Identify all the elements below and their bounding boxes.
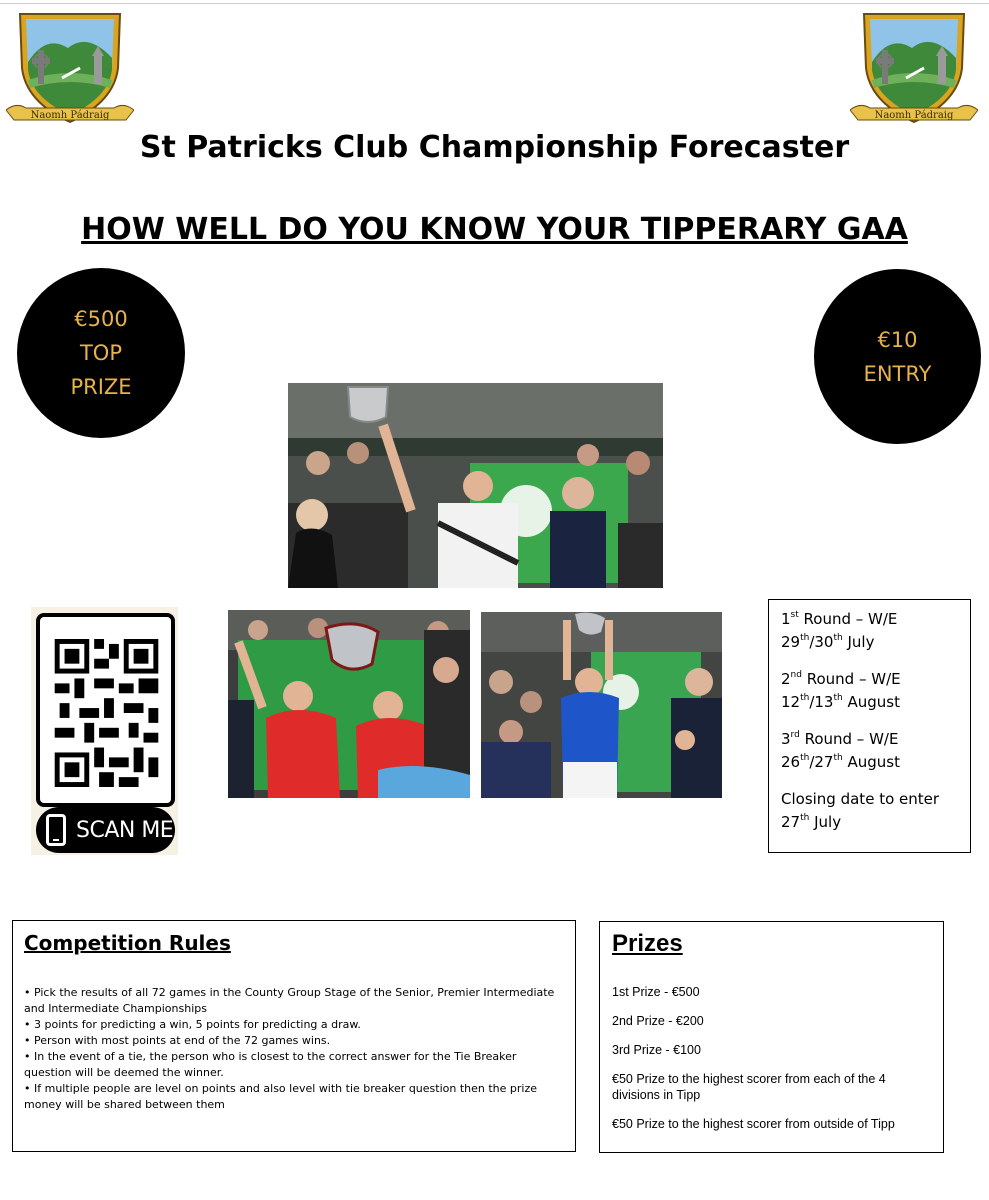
- scan-me-button[interactable]: [36, 807, 175, 853]
- prizes-box: [599, 921, 944, 1153]
- prize-item: 1st Prize - €500: [612, 985, 700, 999]
- qr-code-frame: [36, 613, 175, 807]
- round-2-dates: 2nd Round – W/E 12th/13th August: [781, 670, 901, 711]
- closing-date: Closing date to enter 27th July: [781, 790, 940, 831]
- competition-rules-box: [12, 920, 576, 1152]
- rule-item: • Pick the results of all 72 games in the County Group Stage of the Senior, Premier Intermediate and Intermediate Championships: [24, 986, 555, 1015]
- page-title: St Patricks Club Championship Forecaster: [139, 130, 850, 165]
- rule-item: • Person with most points at end of the 72 games wins.: [24, 1034, 331, 1047]
- rule-item: • 3 points for predicting a win, 5 points for predicting a draw.: [24, 1018, 361, 1031]
- page-subtitle: HOW WELL DO YOU KNOW YOUR TIPPERARY GAA: [81, 212, 908, 247]
- prize-item: €50 Prize to the highest scorer from each of the 4 divisions in Tipp: [612, 1072, 886, 1102]
- rules-heading: Competition Rules: [24, 931, 231, 955]
- qr-code-panel[interactable]: [31, 607, 178, 855]
- prize-item: 2nd Prize - €200: [612, 1014, 704, 1028]
- top-prize-amount: €500: [74, 307, 128, 331]
- photo-celebration-red: [228, 610, 470, 798]
- club-crest-left: [6, 10, 134, 128]
- round-1-dates: 1st Round – W/E 29th/30th July: [781, 610, 898, 651]
- round-dates-box: [768, 599, 971, 853]
- rule-item: • In the event of a tie, the person who is closest to the correct answer for the Tie Breaker question will be deemed the winner.: [24, 1050, 517, 1079]
- prize-item: 3rd Prize - €100: [612, 1043, 701, 1057]
- qr-code-icon[interactable]: [54, 639, 159, 787]
- entry-fee-badge: [814, 269, 981, 444]
- round-3-dates: 3rd Round – W/E 26th/27th August: [781, 730, 900, 771]
- prize-item: €50 Prize to the highest scorer from outside of Tipp: [612, 1117, 895, 1131]
- top-border: [0, 3, 989, 4]
- photo-trophy-lift-main: [288, 383, 663, 588]
- phone-icon: [46, 814, 66, 846]
- entry-amount: €10: [877, 327, 918, 352]
- prizes-heading: Prizes: [612, 930, 683, 957]
- entry-label: ENTRY: [863, 361, 932, 386]
- top-prize-badge: [17, 268, 185, 438]
- rule-item: • If multiple people are level on points and also level with tie breaker question then the prize money will be shared between them: [24, 1082, 538, 1111]
- club-crest-right: [850, 10, 978, 128]
- crest-motto-right: Naomh Pádraig: [874, 110, 954, 121]
- crest-motto-left: Naomh Pádraig: [30, 110, 110, 121]
- top-prize-line1: TOP: [79, 341, 123, 365]
- photo-celebration-blue: [481, 612, 722, 798]
- scan-me-label: SCAN ME: [76, 817, 174, 843]
- top-prize-line2: PRIZE: [70, 375, 132, 399]
